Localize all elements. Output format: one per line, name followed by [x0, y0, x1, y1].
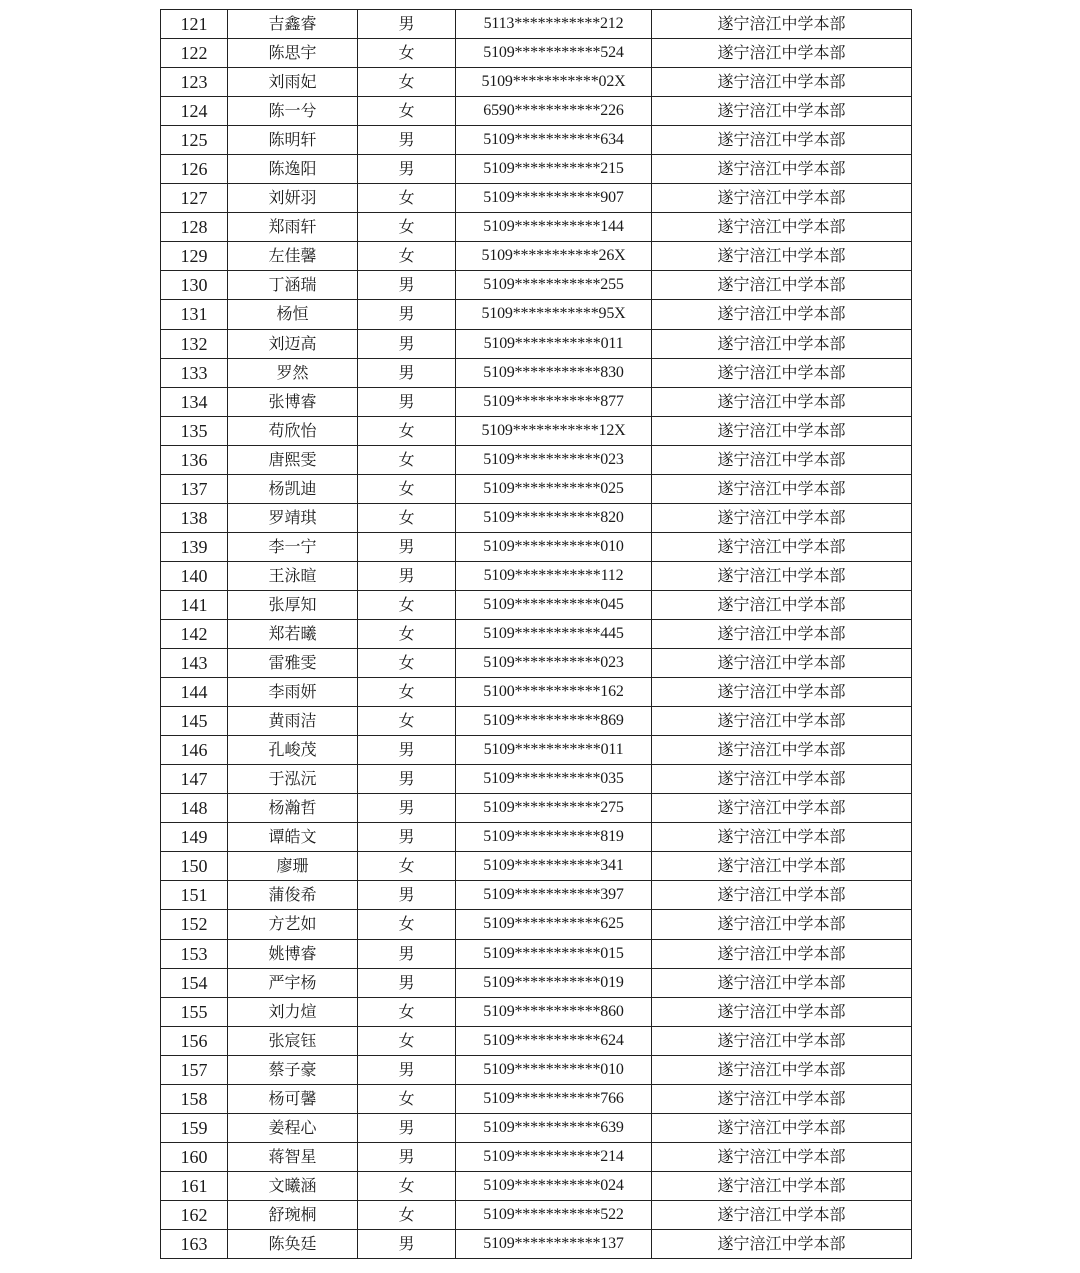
- student-id-number: 5109***********015: [456, 939, 652, 968]
- student-gender: 女: [358, 416, 456, 445]
- table-row: [161, 532, 912, 561]
- row-number: 146: [161, 736, 228, 765]
- student-name: 陈奂廷: [228, 1229, 358, 1258]
- student-name: 杨瀚哲: [228, 794, 358, 823]
- student-id-number: 5109***********137: [456, 1229, 652, 1258]
- student-id-number: 5109***********010: [456, 1055, 652, 1084]
- row-number: 147: [161, 765, 228, 794]
- student-school: 遂宁涪江中学本部: [652, 997, 912, 1026]
- student-name: 王泳暄: [228, 561, 358, 590]
- student-school: 遂宁涪江中学本部: [652, 39, 912, 68]
- row-number: 138: [161, 503, 228, 532]
- student-gender: 男: [358, 155, 456, 184]
- table-row: [161, 619, 912, 648]
- student-name: 谭皓文: [228, 823, 358, 852]
- row-number: 137: [161, 474, 228, 503]
- student-name: 杨恒: [228, 300, 358, 329]
- student-gender: 女: [358, 68, 456, 97]
- student-id-number: 5109***********045: [456, 590, 652, 619]
- student-school: 遂宁涪江中学本部: [652, 97, 912, 126]
- row-number: 121: [161, 10, 228, 39]
- table-row: [161, 271, 912, 300]
- table-row: [161, 794, 912, 823]
- table-row: [161, 1229, 912, 1258]
- student-gender: 女: [358, 910, 456, 939]
- student-id-number: 5109***********019: [456, 968, 652, 997]
- student-id-number: 5109***********639: [456, 1113, 652, 1142]
- student-gender: 女: [358, 503, 456, 532]
- student-name: 张厚知: [228, 590, 358, 619]
- row-number: 134: [161, 387, 228, 416]
- row-number: 144: [161, 678, 228, 707]
- roster-body: [161, 10, 912, 1259]
- student-id-number: 5100***********162: [456, 678, 652, 707]
- student-id-number: 5109***********524: [456, 39, 652, 68]
- row-number: 127: [161, 184, 228, 213]
- student-school: 遂宁涪江中学本部: [652, 184, 912, 213]
- student-id-number: 5109***********144: [456, 213, 652, 242]
- student-school: 遂宁涪江中学本部: [652, 1200, 912, 1229]
- student-school: 遂宁涪江中学本部: [652, 707, 912, 736]
- row-number: 151: [161, 881, 228, 910]
- student-id-number: 5109***********024: [456, 1171, 652, 1200]
- row-number: 139: [161, 532, 228, 561]
- student-name: 杨可馨: [228, 1084, 358, 1113]
- student-school: 遂宁涪江中学本部: [652, 445, 912, 474]
- student-gender: 男: [358, 561, 456, 590]
- student-school: 遂宁涪江中学本部: [652, 1084, 912, 1113]
- student-school: 遂宁涪江中学本部: [652, 1026, 912, 1055]
- student-school: 遂宁涪江中学本部: [652, 678, 912, 707]
- table-row: [161, 445, 912, 474]
- row-number: 154: [161, 968, 228, 997]
- student-name: 左佳馨: [228, 242, 358, 271]
- student-id-number: 5109***********819: [456, 823, 652, 852]
- student-id-number: 5109***********634: [456, 126, 652, 155]
- student-gender: 男: [358, 1055, 456, 1084]
- row-number: 159: [161, 1113, 228, 1142]
- student-id-number: 5109***********035: [456, 765, 652, 794]
- student-school: 遂宁涪江中学本部: [652, 387, 912, 416]
- student-name: 黄雨洁: [228, 707, 358, 736]
- student-gender: 女: [358, 97, 456, 126]
- table-row: [161, 1084, 912, 1113]
- row-number: 130: [161, 271, 228, 300]
- student-name: 姚博睿: [228, 939, 358, 968]
- student-gender: 男: [358, 1229, 456, 1258]
- table-row: [161, 503, 912, 532]
- student-gender: 男: [358, 10, 456, 39]
- row-number: 126: [161, 155, 228, 184]
- table-row: [161, 649, 912, 678]
- student-name: 孔峻茂: [228, 736, 358, 765]
- table-row: [161, 358, 912, 387]
- table-row: [161, 387, 912, 416]
- student-gender: 女: [358, 39, 456, 68]
- row-number: 148: [161, 794, 228, 823]
- table-row: [161, 910, 912, 939]
- student-school: 遂宁涪江中学本部: [652, 1229, 912, 1258]
- table-row: [161, 561, 912, 590]
- student-name: 丁涵瑞: [228, 271, 358, 300]
- student-name: 李雨妍: [228, 678, 358, 707]
- student-id-number: 5109***********02X: [456, 68, 652, 97]
- student-name: 蔡子豪: [228, 1055, 358, 1084]
- student-gender: 女: [358, 184, 456, 213]
- row-number: 155: [161, 997, 228, 1026]
- row-number: 143: [161, 649, 228, 678]
- student-school: 遂宁涪江中学本部: [652, 213, 912, 242]
- student-name: 陈思宇: [228, 39, 358, 68]
- student-id-number: 5109***********023: [456, 649, 652, 678]
- table-row: [161, 416, 912, 445]
- student-id-number: 5109***********010: [456, 532, 652, 561]
- student-name: 李一宁: [228, 532, 358, 561]
- student-gender: 女: [358, 619, 456, 648]
- student-gender: 男: [358, 1113, 456, 1142]
- student-name: 蒋智星: [228, 1142, 358, 1171]
- student-school: 遂宁涪江中学本部: [652, 503, 912, 532]
- student-gender: 男: [358, 881, 456, 910]
- student-school: 遂宁涪江中学本部: [652, 126, 912, 155]
- student-id-number: 5109***********830: [456, 358, 652, 387]
- student-school: 遂宁涪江中学本部: [652, 561, 912, 590]
- row-number: 131: [161, 300, 228, 329]
- student-name: 雷雅雯: [228, 649, 358, 678]
- student-school: 遂宁涪江中学本部: [652, 68, 912, 97]
- student-name: 于泓沅: [228, 765, 358, 794]
- table-row: [161, 823, 912, 852]
- row-number: 145: [161, 707, 228, 736]
- student-school: 遂宁涪江中学本部: [652, 765, 912, 794]
- student-gender: 男: [358, 823, 456, 852]
- row-number: 128: [161, 213, 228, 242]
- student-gender: 男: [358, 271, 456, 300]
- student-roster-table: [160, 9, 912, 1259]
- table-row: [161, 968, 912, 997]
- student-name: 姜程心: [228, 1113, 358, 1142]
- student-id-number: 5109***********255: [456, 271, 652, 300]
- table-row: [161, 1171, 912, 1200]
- student-gender: 男: [358, 300, 456, 329]
- student-id-number: 5109***********275: [456, 794, 652, 823]
- table-row: [161, 707, 912, 736]
- student-gender: 男: [358, 736, 456, 765]
- table-row: [161, 474, 912, 503]
- student-name: 陈明轩: [228, 126, 358, 155]
- student-name: 严宇杨: [228, 968, 358, 997]
- table-row: [161, 1142, 912, 1171]
- table-row: [161, 1055, 912, 1084]
- table-row: [161, 1113, 912, 1142]
- student-school: 遂宁涪江中学本部: [652, 416, 912, 445]
- student-school: 遂宁涪江中学本部: [652, 10, 912, 39]
- row-number: 125: [161, 126, 228, 155]
- student-name: 陈逸阳: [228, 155, 358, 184]
- row-number: 142: [161, 619, 228, 648]
- student-gender: 女: [358, 474, 456, 503]
- table-row: [161, 184, 912, 213]
- student-school: 遂宁涪江中学本部: [652, 532, 912, 561]
- student-id-number: 5109***********445: [456, 619, 652, 648]
- table-row: [161, 1200, 912, 1229]
- student-name: 刘雨妃: [228, 68, 358, 97]
- student-id-number: 5109***********869: [456, 707, 652, 736]
- student-name: 蒲俊希: [228, 881, 358, 910]
- student-school: 遂宁涪江中学本部: [652, 474, 912, 503]
- student-id-number: 5109***********397: [456, 881, 652, 910]
- student-gender: 女: [358, 1200, 456, 1229]
- table-row: [161, 97, 912, 126]
- student-id-number: 5109***********214: [456, 1142, 652, 1171]
- student-name: 罗然: [228, 358, 358, 387]
- table-row: [161, 329, 912, 358]
- student-id-number: 5109***********26X: [456, 242, 652, 271]
- table-row: [161, 765, 912, 794]
- row-number: 160: [161, 1142, 228, 1171]
- student-name: 张博睿: [228, 387, 358, 416]
- student-id-number: 5109***********12X: [456, 416, 652, 445]
- row-number: 162: [161, 1200, 228, 1229]
- student-name: 陈一兮: [228, 97, 358, 126]
- student-gender: 女: [358, 213, 456, 242]
- student-id-number: 5109***********625: [456, 910, 652, 939]
- row-number: 163: [161, 1229, 228, 1258]
- student-school: 遂宁涪江中学本部: [652, 823, 912, 852]
- student-school: 遂宁涪江中学本部: [652, 794, 912, 823]
- student-gender: 女: [358, 707, 456, 736]
- student-gender: 男: [358, 358, 456, 387]
- student-id-number: 5109***********341: [456, 852, 652, 881]
- table-row: [161, 10, 912, 39]
- table-row: [161, 242, 912, 271]
- student-name: 郑若曦: [228, 619, 358, 648]
- student-name: 文曦涵: [228, 1171, 358, 1200]
- student-school: 遂宁涪江中学本部: [652, 619, 912, 648]
- student-school: 遂宁涪江中学本部: [652, 736, 912, 765]
- row-number: 156: [161, 1026, 228, 1055]
- row-number: 149: [161, 823, 228, 852]
- student-name: 方艺如: [228, 910, 358, 939]
- student-school: 遂宁涪江中学本部: [652, 1055, 912, 1084]
- row-number: 129: [161, 242, 228, 271]
- student-id-number: 5109***********011: [456, 736, 652, 765]
- student-school: 遂宁涪江中学本部: [652, 852, 912, 881]
- student-name: 刘迈高: [228, 329, 358, 358]
- student-name: 舒琬桐: [228, 1200, 358, 1229]
- student-school: 遂宁涪江中学本部: [652, 590, 912, 619]
- student-school: 遂宁涪江中学本部: [652, 881, 912, 910]
- table-row: [161, 939, 912, 968]
- row-number: 153: [161, 939, 228, 968]
- row-number: 136: [161, 445, 228, 474]
- student-id-number: 5109***********023: [456, 445, 652, 474]
- student-id-number: 5109***********215: [456, 155, 652, 184]
- student-school: 遂宁涪江中学本部: [652, 968, 912, 997]
- student-gender: 女: [358, 1171, 456, 1200]
- student-school: 遂宁涪江中学本部: [652, 939, 912, 968]
- row-number: 135: [161, 416, 228, 445]
- student-id-number: 6590***********226: [456, 97, 652, 126]
- student-name: 罗靖琪: [228, 503, 358, 532]
- row-number: 158: [161, 1084, 228, 1113]
- student-gender: 男: [358, 968, 456, 997]
- table-row: [161, 213, 912, 242]
- table-row: [161, 126, 912, 155]
- student-id-number: 5109***********766: [456, 1084, 652, 1113]
- student-school: 遂宁涪江中学本部: [652, 242, 912, 271]
- student-id-number: 5109***********011: [456, 329, 652, 358]
- student-id-number: 5109***********877: [456, 387, 652, 416]
- student-gender: 男: [358, 329, 456, 358]
- student-gender: 女: [358, 1084, 456, 1113]
- table-row: [161, 1026, 912, 1055]
- row-number: 133: [161, 358, 228, 387]
- row-number: 161: [161, 1171, 228, 1200]
- table-row: [161, 155, 912, 184]
- student-name: 杨凯迪: [228, 474, 358, 503]
- student-name: 刘妍羽: [228, 184, 358, 213]
- student-gender: 女: [358, 997, 456, 1026]
- student-school: 遂宁涪江中学本部: [652, 1142, 912, 1171]
- student-gender: 男: [358, 1142, 456, 1171]
- student-id-number: 5113***********212: [456, 10, 652, 39]
- student-id-number: 5109***********860: [456, 997, 652, 1026]
- student-school: 遂宁涪江中学本部: [652, 1171, 912, 1200]
- row-number: 150: [161, 852, 228, 881]
- student-gender: 女: [358, 852, 456, 881]
- student-school: 遂宁涪江中学本部: [652, 1113, 912, 1142]
- student-gender: 女: [358, 1026, 456, 1055]
- row-number: 157: [161, 1055, 228, 1084]
- table-row: [161, 852, 912, 881]
- row-number: 124: [161, 97, 228, 126]
- student-gender: 男: [358, 939, 456, 968]
- row-number: 152: [161, 910, 228, 939]
- row-number: 122: [161, 39, 228, 68]
- table-row: [161, 300, 912, 329]
- student-id-number: 5109***********112: [456, 561, 652, 590]
- student-id-number: 5109***********025: [456, 474, 652, 503]
- student-name: 刘力煊: [228, 997, 358, 1026]
- student-id-number: 5109***********907: [456, 184, 652, 213]
- student-gender: 男: [358, 794, 456, 823]
- student-school: 遂宁涪江中学本部: [652, 300, 912, 329]
- student-gender: 女: [358, 590, 456, 619]
- student-school: 遂宁涪江中学本部: [652, 155, 912, 184]
- student-gender: 女: [358, 649, 456, 678]
- table-row: [161, 997, 912, 1026]
- row-number: 141: [161, 590, 228, 619]
- student-gender: 女: [358, 445, 456, 474]
- student-school: 遂宁涪江中学本部: [652, 358, 912, 387]
- student-id-number: 5109***********624: [456, 1026, 652, 1055]
- student-school: 遂宁涪江中学本部: [652, 271, 912, 300]
- table-row: [161, 736, 912, 765]
- student-id-number: 5109***********820: [456, 503, 652, 532]
- student-name: 唐熙雯: [228, 445, 358, 474]
- table-row: [161, 678, 912, 707]
- table-row: [161, 68, 912, 97]
- student-school: 遂宁涪江中学本部: [652, 910, 912, 939]
- student-gender: 女: [358, 678, 456, 707]
- student-id-number: 5109***********522: [456, 1200, 652, 1229]
- student-gender: 男: [358, 532, 456, 561]
- row-number: 132: [161, 329, 228, 358]
- student-name: 张宸钰: [228, 1026, 358, 1055]
- student-gender: 男: [358, 765, 456, 794]
- table-row: [161, 39, 912, 68]
- student-name: 苟欣怡: [228, 416, 358, 445]
- student-gender: 男: [358, 126, 456, 155]
- student-gender: 男: [358, 387, 456, 416]
- student-id-number: 5109***********95X: [456, 300, 652, 329]
- row-number: 140: [161, 561, 228, 590]
- table-row: [161, 881, 912, 910]
- table-row: [161, 590, 912, 619]
- student-gender: 女: [358, 242, 456, 271]
- student-school: 遂宁涪江中学本部: [652, 329, 912, 358]
- student-name: 吉鑫睿: [228, 10, 358, 39]
- row-number: 123: [161, 68, 228, 97]
- student-name: 郑雨轩: [228, 213, 358, 242]
- student-school: 遂宁涪江中学本部: [652, 649, 912, 678]
- student-name: 廖珊: [228, 852, 358, 881]
